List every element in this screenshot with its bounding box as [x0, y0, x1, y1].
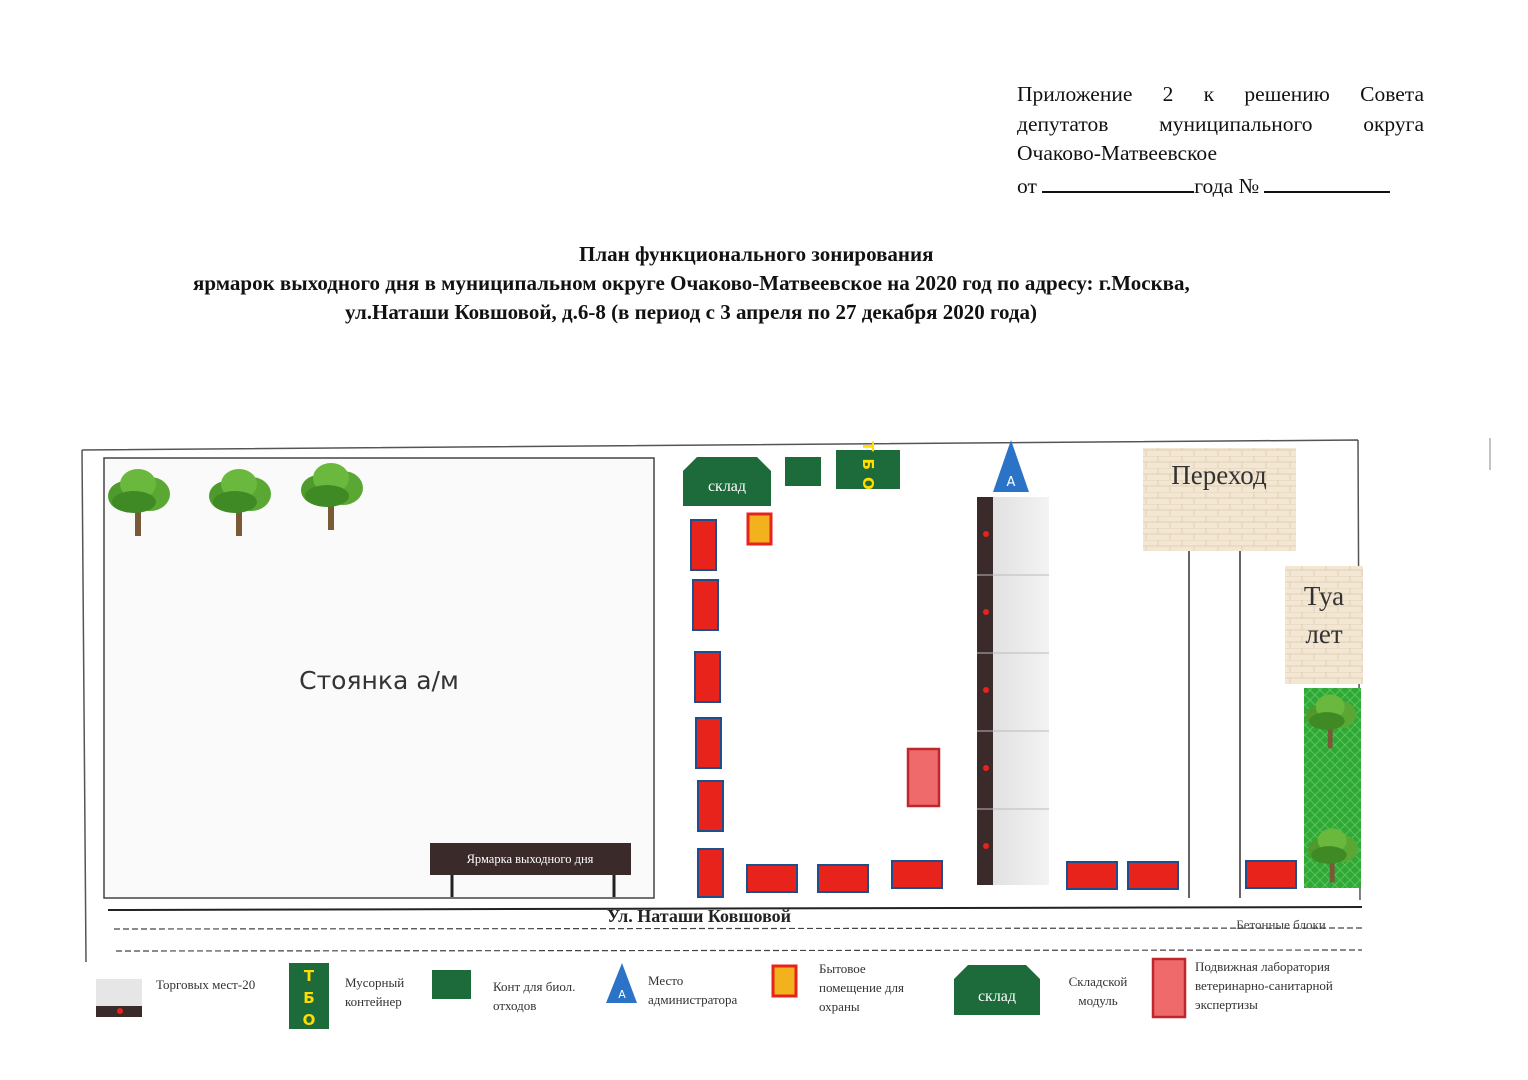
tbo-label: ТБО — [859, 441, 877, 497]
toilet-label-1: Туа — [1303, 581, 1345, 611]
street-label: Ул. Наташи Ковшовой — [606, 906, 792, 926]
legend — [96, 959, 1185, 1029]
tbo-letter-3: О — [302, 1011, 316, 1029]
legend-bio-icon — [432, 970, 471, 999]
title-line-3: ул.Наташи Ковшовой, д.6-8 (в период с 3 апреля по 27 декабря 2020 года) — [345, 300, 1038, 324]
crossing-label: Переход — [1171, 460, 1267, 490]
legend-lab-icon — [1153, 959, 1185, 1017]
tbo-letter-2: Б — [303, 989, 315, 1007]
legend-admin-mark: А — [618, 988, 626, 1001]
legend-warehouse-icon-label: склад — [977, 988, 1017, 1005]
legend-security-label: Бытовое помещение для охраны — [819, 961, 905, 1014]
warehouse-label: склад — [707, 478, 747, 495]
trade-stall-column — [977, 497, 1049, 885]
legend-lab-label: Подвижная лаборатория ветеринарно-санитарной экспертизы — [1195, 959, 1333, 1012]
concrete-blocks-label: Бетонные блоки — [1236, 917, 1326, 932]
tbo-letter-1: Т — [303, 967, 315, 985]
fair-sign-label: Ярмарка выходного дня — [466, 852, 594, 866]
bio-waste-container — [785, 457, 821, 486]
appendix-from: от — [1017, 173, 1037, 198]
legend-admin-label: Место администратора — [648, 973, 738, 1007]
title-line-1: План функционального зонирования — [579, 242, 934, 266]
security-hut — [748, 514, 771, 544]
parking-label: Стоянка а/м — [299, 666, 459, 695]
legend-security-icon — [773, 966, 796, 996]
legend-tbo-letters — [303, 967, 316, 1029]
appendix-line-1: Приложение 2 к решению Совета — [1017, 82, 1424, 106]
legend-garbage-label: Мусорный контейнер — [345, 975, 405, 1009]
legend-bio-label: Конт для биол. отходов — [493, 979, 576, 1013]
title-line-2: ярмарок выходного дня в муниципальном округе Очаково-Матвеевское на 2020 год по адресу: г.Москва, — [193, 271, 1190, 295]
vet-lab — [908, 749, 939, 806]
toilet-label-2: лет — [1305, 619, 1343, 649]
legend-trade-label: Торговых мест-20 — [156, 977, 256, 992]
appendix-line-2: депутатов муниципального округа — [1017, 111, 1424, 136]
appendix-line-3: Очаково-Матвеевское — [1017, 141, 1217, 165]
admin-place-label: А — [1006, 475, 1016, 490]
appendix-year: года № — [1194, 173, 1260, 198]
legend-warehouse-label: Складской модуль — [1068, 974, 1128, 1008]
